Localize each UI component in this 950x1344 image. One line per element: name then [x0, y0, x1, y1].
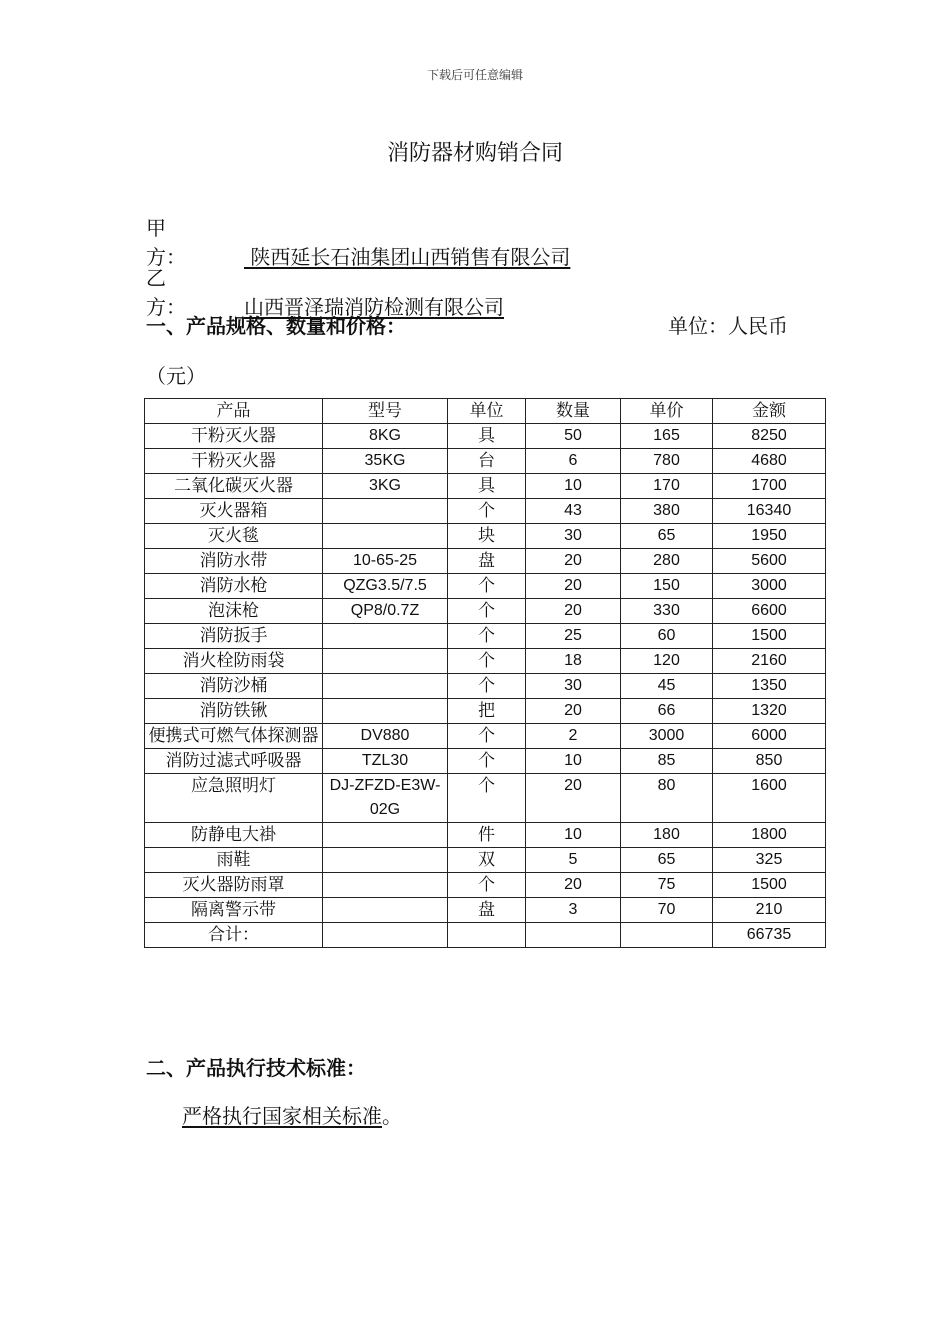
table-cell: [526, 923, 621, 948]
table-cell: [323, 823, 448, 848]
table-cell: 盘: [448, 898, 526, 923]
table-cell: 20: [526, 549, 621, 574]
table-cell: 灭火毯: [145, 524, 323, 549]
table-row: [145, 549, 826, 574]
table-cell: 灭火器防雨罩: [145, 873, 323, 898]
table-cell: 3KG: [323, 474, 448, 499]
table-cell: 个: [448, 574, 526, 599]
table-cell: 雨鞋: [145, 848, 323, 873]
table-cell: DV880: [323, 724, 448, 749]
table-cell: 66735: [713, 923, 826, 948]
table-cell: 850: [713, 749, 826, 774]
table-row: [145, 649, 826, 674]
table-cell: 个: [448, 724, 526, 749]
table-cell: [323, 848, 448, 873]
table-cell: 10: [526, 823, 621, 848]
table-cell: 10-65-25: [323, 549, 448, 574]
table-cell: 330: [621, 599, 713, 624]
table-cell: 1600: [713, 774, 826, 823]
section2-text: [182, 1100, 402, 1129]
table-row: [145, 524, 826, 549]
table-cell: 8KG: [323, 424, 448, 449]
table-cell: QZG3.5/7.5: [323, 574, 448, 599]
table-row: [145, 724, 826, 749]
table-row: [145, 898, 826, 923]
table-cell: 干粉灭火器: [145, 449, 323, 474]
table-row: [145, 749, 826, 774]
table-row: [145, 449, 826, 474]
table-row: [145, 499, 826, 524]
table-cell: 65: [621, 524, 713, 549]
table-cell: 二氧化碳灭火器: [145, 474, 323, 499]
table-cell: 43: [526, 499, 621, 524]
table-cell: 3000: [621, 724, 713, 749]
document-title: 消防器材购销合同: [386, 141, 563, 166]
table-cell: 780: [621, 449, 713, 474]
table-cell: 35KG: [323, 449, 448, 474]
table-cell: 75: [621, 873, 713, 898]
table-cell: DJ-ZFZD-E3W-02G: [323, 774, 448, 823]
table-cell: 170: [621, 474, 713, 499]
table-cell: 325: [713, 848, 826, 873]
table-cell: 6600: [713, 599, 826, 624]
party-a-name: 陕西延长石油集团山西销售有限公司: [244, 245, 571, 269]
table-cell: [323, 674, 448, 699]
table-cell: 150: [621, 574, 713, 599]
table-cell: 5600: [713, 549, 826, 574]
table-total-row: [145, 923, 826, 948]
table-row: [145, 699, 826, 724]
table-cell: 120: [621, 649, 713, 674]
table-cell: 个: [448, 499, 526, 524]
table-cell: [323, 898, 448, 923]
table-cell: 消火栓防雨袋: [145, 649, 323, 674]
table-cell: TZL30: [323, 749, 448, 774]
table-cell: 85: [621, 749, 713, 774]
table-cell: 个: [448, 649, 526, 674]
table-cell: 2: [526, 724, 621, 749]
table-row: [145, 848, 826, 873]
table-row: [145, 823, 826, 848]
table-header-cell: 单位: [448, 399, 526, 424]
table-row: [145, 424, 826, 449]
table-cell: 1700: [713, 474, 826, 499]
table-header-cell: 单价: [621, 399, 713, 424]
table-cell: 10: [526, 474, 621, 499]
table-cell: 隔离警示带: [145, 898, 323, 923]
table-header-cell: 型号: [323, 399, 448, 424]
currency-unit-cont: （元）: [146, 364, 206, 388]
table-cell: 5: [526, 848, 621, 873]
table-cell: 防静电大褂: [145, 823, 323, 848]
table-row: [145, 474, 826, 499]
table-cell: 180: [621, 823, 713, 848]
table-cell: 1500: [713, 624, 826, 649]
header-note: 下载后可任意编辑: [426, 68, 523, 82]
table-cell: 6: [526, 449, 621, 474]
table-cell: 便携式可燃气体探测器: [145, 724, 323, 749]
table-cell: 3000: [713, 574, 826, 599]
table-cell: 280: [621, 549, 713, 574]
section1-heading: 一、产品规格、数量和价格：: [146, 314, 406, 338]
table-row: [145, 574, 826, 599]
table-cell: [621, 923, 713, 948]
table-cell: 干粉灭火器: [145, 424, 323, 449]
table-cell: 1500: [713, 873, 826, 898]
table-cell: 消防铁锹: [145, 699, 323, 724]
table-cell: 60: [621, 624, 713, 649]
currency-unit-label: 单位：人民币: [668, 314, 788, 338]
section2-heading: 二、产品执行技术标准：: [146, 1056, 366, 1080]
table-header-cell: 产品: [145, 399, 323, 424]
table-cell: 20: [526, 774, 621, 823]
table-cell: 消防过滤式呼吸器: [145, 749, 323, 774]
table-cell: 65: [621, 848, 713, 873]
table-cell: 10: [526, 749, 621, 774]
product-table: [144, 398, 826, 948]
table-row: [145, 599, 826, 624]
table-cell: 4680: [713, 449, 826, 474]
table-cell: 泡沫枪: [145, 599, 323, 624]
table-cell: 16340: [713, 499, 826, 524]
table-cell: 20: [526, 574, 621, 599]
table-header-row: [145, 399, 826, 424]
table-cell: 30: [526, 674, 621, 699]
table-cell: 个: [448, 774, 526, 823]
table-cell: [323, 624, 448, 649]
table-cell: 80: [621, 774, 713, 823]
table-cell: 210: [713, 898, 826, 923]
table-cell: 块: [448, 524, 526, 549]
table-cell: 20: [526, 599, 621, 624]
table-cell: 合计：: [145, 923, 323, 948]
table-cell: 1800: [713, 823, 826, 848]
table-cell: 台: [448, 449, 526, 474]
table-cell: 个: [448, 674, 526, 699]
standard-text: 严格执行国家相关标准: [182, 1104, 382, 1128]
table-cell: 个: [448, 749, 526, 774]
table-row: [145, 674, 826, 699]
table-cell: 30: [526, 524, 621, 549]
table-row: [145, 774, 826, 823]
table-cell: 1950: [713, 524, 826, 549]
table-cell: [323, 873, 448, 898]
table-cell: 2160: [713, 649, 826, 674]
table-row: [145, 624, 826, 649]
table-cell: 1320: [713, 699, 826, 724]
table-cell: 消防水枪: [145, 574, 323, 599]
table-header-cell: 数量: [526, 399, 621, 424]
table-cell: [323, 499, 448, 524]
table-cell: 66: [621, 699, 713, 724]
table-header-cell: 金额: [713, 399, 826, 424]
table-cell: 消防扳手: [145, 624, 323, 649]
table-cell: 45: [621, 674, 713, 699]
standard-text-end: 。: [382, 1104, 402, 1128]
table-cell: 把: [448, 699, 526, 724]
table-cell: 消防水带: [145, 549, 323, 574]
table-cell: 应急照明灯: [145, 774, 323, 823]
table-cell: 盘: [448, 549, 526, 574]
table-cell: [323, 649, 448, 674]
table-cell: 灭火器箱: [145, 499, 323, 524]
table-cell: 165: [621, 424, 713, 449]
table-cell: 1350: [713, 674, 826, 699]
table-cell: 个: [448, 599, 526, 624]
table-cell: [323, 923, 448, 948]
table-cell: 380: [621, 499, 713, 524]
table-row: [145, 873, 826, 898]
party-b-name: 山西晋泽瑞消防检测有限公司: [244, 295, 504, 319]
table-cell: 18: [526, 649, 621, 674]
table-cell: [323, 524, 448, 549]
table-cell: QP8/0.7Z: [323, 599, 448, 624]
table-cell: 20: [526, 699, 621, 724]
table-cell: 20: [526, 873, 621, 898]
table-cell: 件: [448, 823, 526, 848]
table-cell: 8250: [713, 424, 826, 449]
table-cell: 6000: [713, 724, 826, 749]
table-cell: 50: [526, 424, 621, 449]
table-cell: 3: [526, 898, 621, 923]
table-cell: 双: [448, 848, 526, 873]
table-cell: 25: [526, 624, 621, 649]
table-cell: [448, 923, 526, 948]
party-b-label: 乙 方：: [146, 266, 206, 319]
table-cell: [323, 699, 448, 724]
table-cell: 个: [448, 873, 526, 898]
table-cell: 70: [621, 898, 713, 923]
table-cell: 具: [448, 424, 526, 449]
party-a-label: 甲 方：: [146, 216, 206, 269]
table-cell: 具: [448, 474, 526, 499]
table-cell: 个: [448, 624, 526, 649]
table-cell: 消防沙桶: [145, 674, 323, 699]
